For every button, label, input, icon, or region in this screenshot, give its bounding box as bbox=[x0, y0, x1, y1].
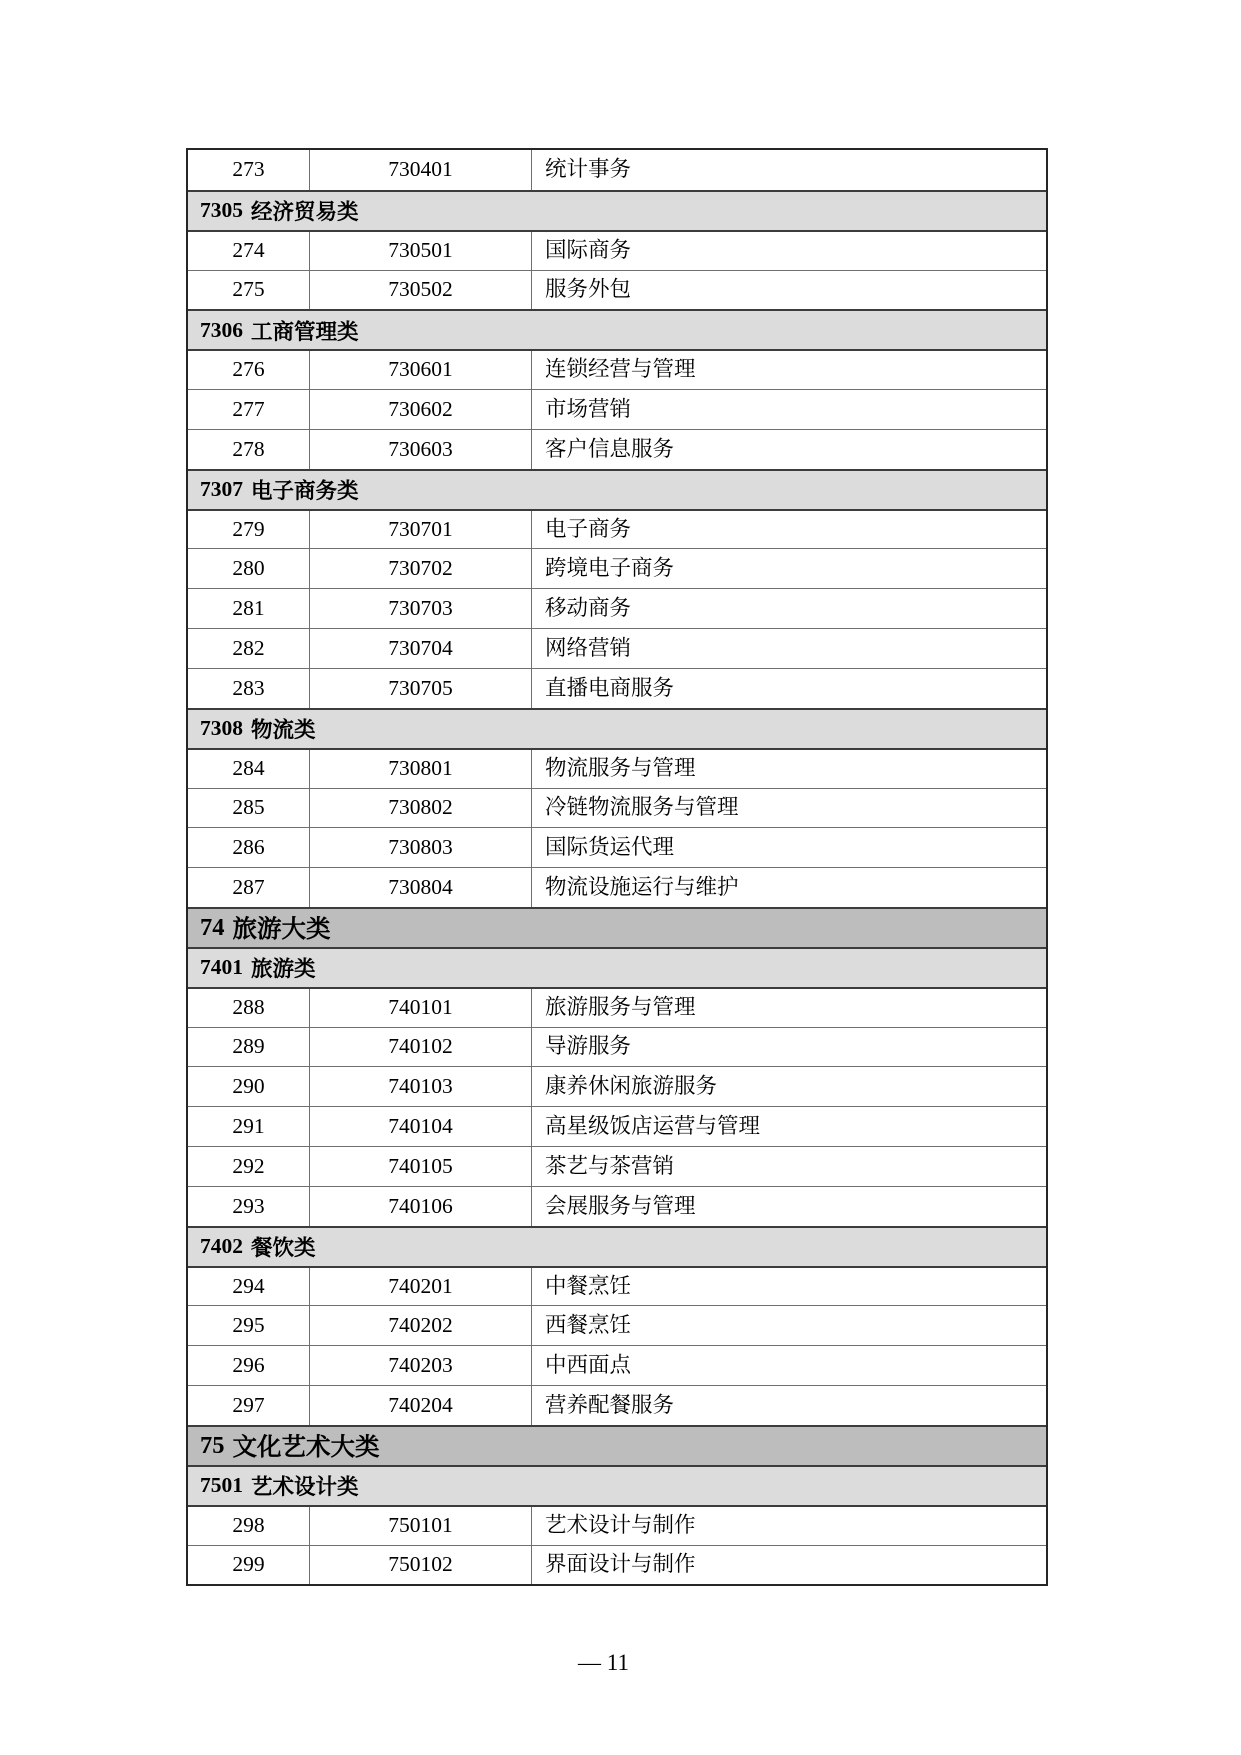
name-cell: 国际货运代理 bbox=[545, 835, 675, 860]
seq-cell: 279 bbox=[188, 511, 310, 549]
seq-cell: 289 bbox=[188, 1028, 310, 1067]
header-label: 物流类 bbox=[251, 718, 316, 743]
name-cell: 移动商务 bbox=[545, 595, 632, 620]
header-label: 艺术设计类 bbox=[251, 1475, 359, 1500]
major-header-row bbox=[188, 1425, 1046, 1465]
table-row bbox=[188, 548, 1046, 588]
name-cell: 界面设计与制作 bbox=[545, 1552, 696, 1577]
seq-cell: 278 bbox=[188, 430, 310, 469]
page-number: — 11 bbox=[578, 1650, 629, 1675]
seq-cell: 276 bbox=[188, 351, 310, 389]
code-cell: 730804 bbox=[310, 868, 532, 907]
name-cell: 服务外包 bbox=[545, 277, 632, 302]
majors-table bbox=[186, 148, 1048, 1586]
code-cell: 730401 bbox=[310, 150, 532, 190]
table-row bbox=[188, 1305, 1046, 1345]
seq-cell: 299 bbox=[188, 1546, 310, 1585]
seq-cell: 288 bbox=[188, 989, 310, 1027]
name-cell: 跨境电子商务 bbox=[545, 556, 675, 581]
name-cell: 客户信息服务 bbox=[545, 436, 675, 461]
name-cell: 高星级饭店运营与管理 bbox=[545, 1113, 761, 1138]
seq-cell: 273 bbox=[188, 150, 310, 190]
header-code: 7402 bbox=[200, 1234, 243, 1259]
table-row bbox=[188, 270, 1046, 310]
table-row bbox=[188, 230, 1046, 270]
seq-cell: 286 bbox=[188, 828, 310, 867]
code-cell: 740202 bbox=[310, 1306, 532, 1345]
name-cell: 物流服务与管理 bbox=[545, 755, 696, 780]
code-cell: 730702 bbox=[310, 549, 532, 588]
seq-cell: 274 bbox=[188, 232, 310, 270]
seq-cell: 285 bbox=[188, 789, 310, 828]
seq-cell: 298 bbox=[188, 1507, 310, 1545]
section-header-row bbox=[188, 469, 1046, 509]
code-cell: 730701 bbox=[310, 511, 532, 549]
code-cell: 740102 bbox=[310, 1028, 532, 1067]
section-header-row bbox=[188, 1465, 1046, 1505]
name-cell: 直播电商服务 bbox=[545, 675, 675, 700]
name-cell: 中餐烹饪 bbox=[545, 1273, 632, 1298]
seq-cell: 282 bbox=[188, 629, 310, 668]
name-cell: 连锁经营与管理 bbox=[545, 357, 696, 382]
code-cell: 740106 bbox=[310, 1187, 532, 1226]
code-cell: 730801 bbox=[310, 750, 532, 788]
name-cell: 市场营销 bbox=[545, 396, 632, 421]
table-row bbox=[188, 1385, 1046, 1425]
code-cell: 740204 bbox=[310, 1386, 532, 1425]
header-code: 7306 bbox=[200, 317, 243, 342]
table-row bbox=[188, 150, 1046, 190]
header-label: 文化艺术大类 bbox=[232, 1434, 380, 1462]
header-code: 7305 bbox=[200, 198, 243, 223]
table-row bbox=[188, 987, 1046, 1027]
code-cell: 730705 bbox=[310, 669, 532, 708]
header-code: 74 bbox=[200, 913, 225, 941]
name-cell: 中西面点 bbox=[545, 1352, 632, 1377]
header-label: 餐饮类 bbox=[251, 1236, 316, 1261]
table-row bbox=[188, 509, 1046, 549]
table-row bbox=[188, 1027, 1046, 1067]
seq-cell: 294 bbox=[188, 1268, 310, 1306]
seq-cell: 287 bbox=[188, 868, 310, 907]
code-cell: 730502 bbox=[310, 271, 532, 310]
table-row bbox=[188, 588, 1046, 628]
header-code: 7401 bbox=[200, 955, 243, 980]
table-row bbox=[188, 1345, 1046, 1385]
name-cell: 统计事务 bbox=[545, 157, 632, 182]
header-code: 7501 bbox=[200, 1473, 243, 1498]
header-label: 旅游大类 bbox=[232, 916, 331, 944]
code-cell: 740105 bbox=[310, 1147, 532, 1186]
section-header-row bbox=[188, 1226, 1046, 1266]
name-cell: 国际商务 bbox=[545, 237, 632, 262]
code-cell: 730603 bbox=[310, 430, 532, 469]
code-cell: 740203 bbox=[310, 1346, 532, 1385]
table-row bbox=[188, 1146, 1046, 1186]
code-cell: 750102 bbox=[310, 1546, 532, 1585]
seq-cell: 284 bbox=[188, 750, 310, 788]
section-header-row bbox=[188, 708, 1046, 748]
seq-cell: 280 bbox=[188, 549, 310, 588]
header-label: 电子商务类 bbox=[251, 479, 359, 504]
seq-cell: 290 bbox=[188, 1067, 310, 1106]
seq-cell: 295 bbox=[188, 1306, 310, 1345]
header-code: 75 bbox=[200, 1431, 225, 1459]
table-row bbox=[188, 628, 1046, 668]
table-row bbox=[188, 349, 1046, 389]
code-cell: 740104 bbox=[310, 1107, 532, 1146]
table-row bbox=[188, 1186, 1046, 1226]
table-row bbox=[188, 867, 1046, 907]
seq-cell: 275 bbox=[188, 271, 310, 310]
name-cell: 电子商务 bbox=[545, 516, 632, 541]
code-cell: 750101 bbox=[310, 1507, 532, 1545]
code-cell: 730704 bbox=[310, 629, 532, 668]
seq-cell: 296 bbox=[188, 1346, 310, 1385]
seq-cell: 277 bbox=[188, 390, 310, 429]
section-header-row bbox=[188, 947, 1046, 987]
table-row bbox=[188, 389, 1046, 429]
header-code: 7307 bbox=[200, 477, 243, 502]
name-cell: 茶艺与茶营销 bbox=[545, 1153, 675, 1178]
header-code: 7308 bbox=[200, 716, 243, 741]
code-cell: 740103 bbox=[310, 1067, 532, 1106]
seq-cell: 281 bbox=[188, 589, 310, 628]
name-cell: 营养配餐服务 bbox=[545, 1392, 675, 1417]
name-cell: 网络营销 bbox=[545, 635, 632, 660]
page-footer bbox=[0, 1650, 1224, 1676]
code-cell: 730802 bbox=[310, 789, 532, 828]
name-cell: 康养休闲旅游服务 bbox=[545, 1074, 718, 1099]
code-cell: 730803 bbox=[310, 828, 532, 867]
name-cell: 导游服务 bbox=[545, 1034, 632, 1059]
header-label: 旅游类 bbox=[251, 957, 316, 982]
code-cell: 740201 bbox=[310, 1268, 532, 1306]
name-cell: 冷链物流服务与管理 bbox=[545, 795, 739, 820]
table-row bbox=[188, 788, 1046, 828]
code-cell: 730703 bbox=[310, 589, 532, 628]
table-row bbox=[188, 748, 1046, 788]
seq-cell: 283 bbox=[188, 669, 310, 708]
name-cell: 旅游服务与管理 bbox=[545, 994, 696, 1019]
table-row bbox=[188, 827, 1046, 867]
code-cell: 740101 bbox=[310, 989, 532, 1027]
table-row bbox=[188, 1106, 1046, 1146]
name-cell: 西餐烹饪 bbox=[545, 1313, 632, 1338]
name-cell: 艺术设计与制作 bbox=[545, 1512, 696, 1537]
table-row bbox=[188, 429, 1046, 469]
table-row bbox=[188, 1266, 1046, 1306]
header-label: 经济贸易类 bbox=[251, 200, 359, 225]
code-cell: 730602 bbox=[310, 390, 532, 429]
seq-cell: 292 bbox=[188, 1147, 310, 1186]
seq-cell: 291 bbox=[188, 1107, 310, 1146]
section-header-row bbox=[188, 190, 1046, 230]
table-row bbox=[188, 1545, 1046, 1585]
name-cell: 会展服务与管理 bbox=[545, 1193, 696, 1218]
table-row bbox=[188, 1505, 1046, 1545]
table-row bbox=[188, 1066, 1046, 1106]
table-row bbox=[188, 668, 1046, 708]
major-header-row bbox=[188, 907, 1046, 947]
seq-cell: 293 bbox=[188, 1187, 310, 1226]
header-label: 工商管理类 bbox=[251, 319, 359, 344]
name-cell: 物流设施运行与维护 bbox=[545, 874, 739, 899]
section-header-row bbox=[188, 309, 1046, 349]
code-cell: 730601 bbox=[310, 351, 532, 389]
code-cell: 730501 bbox=[310, 232, 532, 270]
seq-cell: 297 bbox=[188, 1386, 310, 1425]
